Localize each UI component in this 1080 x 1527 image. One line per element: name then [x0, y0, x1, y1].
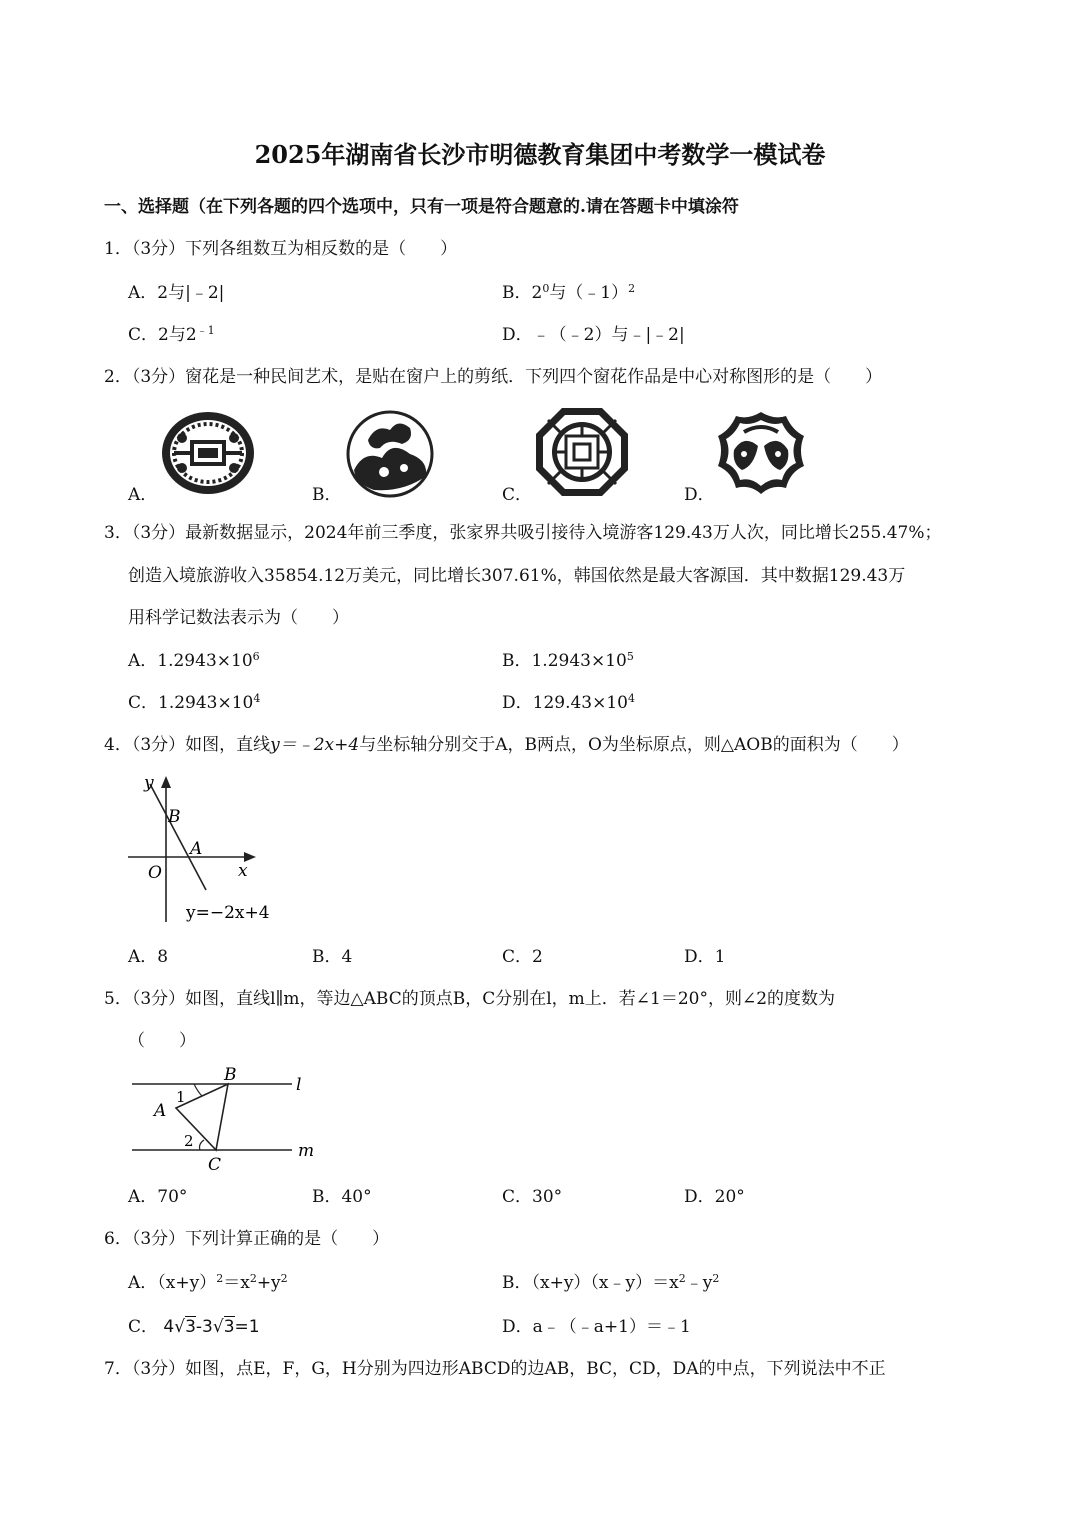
paper-cut-d-image [714, 410, 808, 496]
question-6-stem: 6．（3分）下列计算正确的是（ ） [104, 1229, 390, 1249]
q6-option-d: D．a﹣（﹣a+1）＝﹣1 [502, 1317, 691, 1337]
q4-option-a: A．8 [128, 947, 169, 967]
q2-option-d: D． [684, 485, 715, 505]
linear-function-graph [120, 766, 290, 936]
question-3-line-3: 用科学记数法表示为（ ） [128, 608, 349, 628]
graph-origin-label: O [148, 863, 162, 883]
q6-option-a: A．$(x+y)^2=x^2+y^2$ [128, 1272, 288, 1293]
q1-option-b: B．$2^0$与（﹣1）$^2$ [502, 282, 636, 303]
q3-option-c: C．$1.2943\times 10^4$ [128, 692, 261, 713]
question-7-stem: 7．（3分）如图，点E，F，G，H分别为四边形ABCD的边AB，BC，CD，DA的中点，下列说法中不正 [104, 1359, 886, 1379]
figure-angle-2-label: 2 [184, 1132, 194, 1150]
question-5-line-1: 5．（3分）如图，直线l∥m，等边△ABC的顶点B，C分别在l，m上．若∠1＝20°，则∠2的度数为 [104, 989, 836, 1009]
paper-cut-b-image [344, 410, 436, 498]
q4-option-b: B．4 [312, 947, 353, 967]
q2-option-a: A． [128, 485, 158, 505]
page-title: 2025年湖南省长沙市明德教育集团中考数学一模试卷 [254, 140, 826, 169]
figure-line-m-label: m [298, 1141, 315, 1161]
q2-option-b: B． [312, 485, 342, 505]
graph-y-label: y [144, 773, 154, 793]
q3-option-d: D．$129.43\times 10^4$ [502, 692, 635, 713]
q4-option-d: D．1 [684, 947, 726, 967]
q5-option-c: C．30° [502, 1187, 563, 1207]
q6-option-c: C． 4√3-3√3=1 [128, 1317, 260, 1337]
figure-vertex-b-label: B [224, 1065, 237, 1085]
q4-option-c: C．2 [502, 947, 543, 967]
q2-option-c: C． [502, 485, 533, 505]
q3-option-b: B．$1.2943\times 10^5$ [502, 650, 634, 671]
question-2-stem: 2．（3分）窗花是一种民间艺术，是贴在窗户上的剪纸．下列四个窗花作品是中心对称图形的是（ ） [104, 367, 883, 387]
q1-option-a: A．2与|﹣2| [128, 283, 225, 303]
q1-option-d: D．﹣（﹣2）与﹣|﹣2| [502, 325, 685, 345]
q5-option-a: A．70° [128, 1187, 188, 1207]
graph-point-a-label: A [190, 839, 203, 859]
figure-vertex-a-label: A [154, 1101, 167, 1121]
q3-option-a: A．$1.2943\times 10^6$ [128, 650, 260, 671]
question-4-stem: 4．（3分）如图，直线y＝﹣2x+4与坐标轴分别交于A，B两点，O为坐标原点，则△AOB的面积为（ ） [104, 735, 909, 755]
question-5-line-2: （ ） [128, 1031, 196, 1051]
q1-option-c: C．2与$2^{﹣1}$ [128, 324, 215, 345]
question-3-line-2: 创造入境旅游收入35854.12万美元，同比增长307.61%，韩国依然是最大客源国．其中数据129.43万 [128, 566, 906, 586]
parallel-lines-triangle-figure [128, 1064, 328, 1176]
question-3-line-1: 3．（3分）最新数据显示，2024年前三季度，张家界共吸引接待入境游客129.43万人次，同比增长255.47%； [104, 523, 942, 543]
graph-equation-label: y=−2x+4 [186, 903, 270, 923]
paper-cut-a-image [160, 410, 256, 496]
q5-option-d: D．20° [684, 1187, 745, 1207]
graph-point-b-label: B [168, 807, 181, 827]
figure-vertex-c-label: C [208, 1155, 222, 1175]
q6-option-b: B．$(x+y)(x﹣y)=x^2﹣y^2$ [502, 1272, 720, 1293]
paper-cut-c-image [534, 406, 630, 498]
q5-option-b: B．40° [312, 1187, 372, 1207]
figure-line-l-label: l [296, 1075, 302, 1095]
graph-x-label: x [238, 861, 248, 881]
figure-angle-1-label: 1 [176, 1088, 186, 1106]
question-1-stem: 1．（3分）下列各组数互为相反数的是（ ） [104, 239, 458, 259]
section-heading: 一、选择题（在下列各题的四个选项中，只有一项是符合题意的.请在答题卡中填涂符 [104, 197, 739, 217]
